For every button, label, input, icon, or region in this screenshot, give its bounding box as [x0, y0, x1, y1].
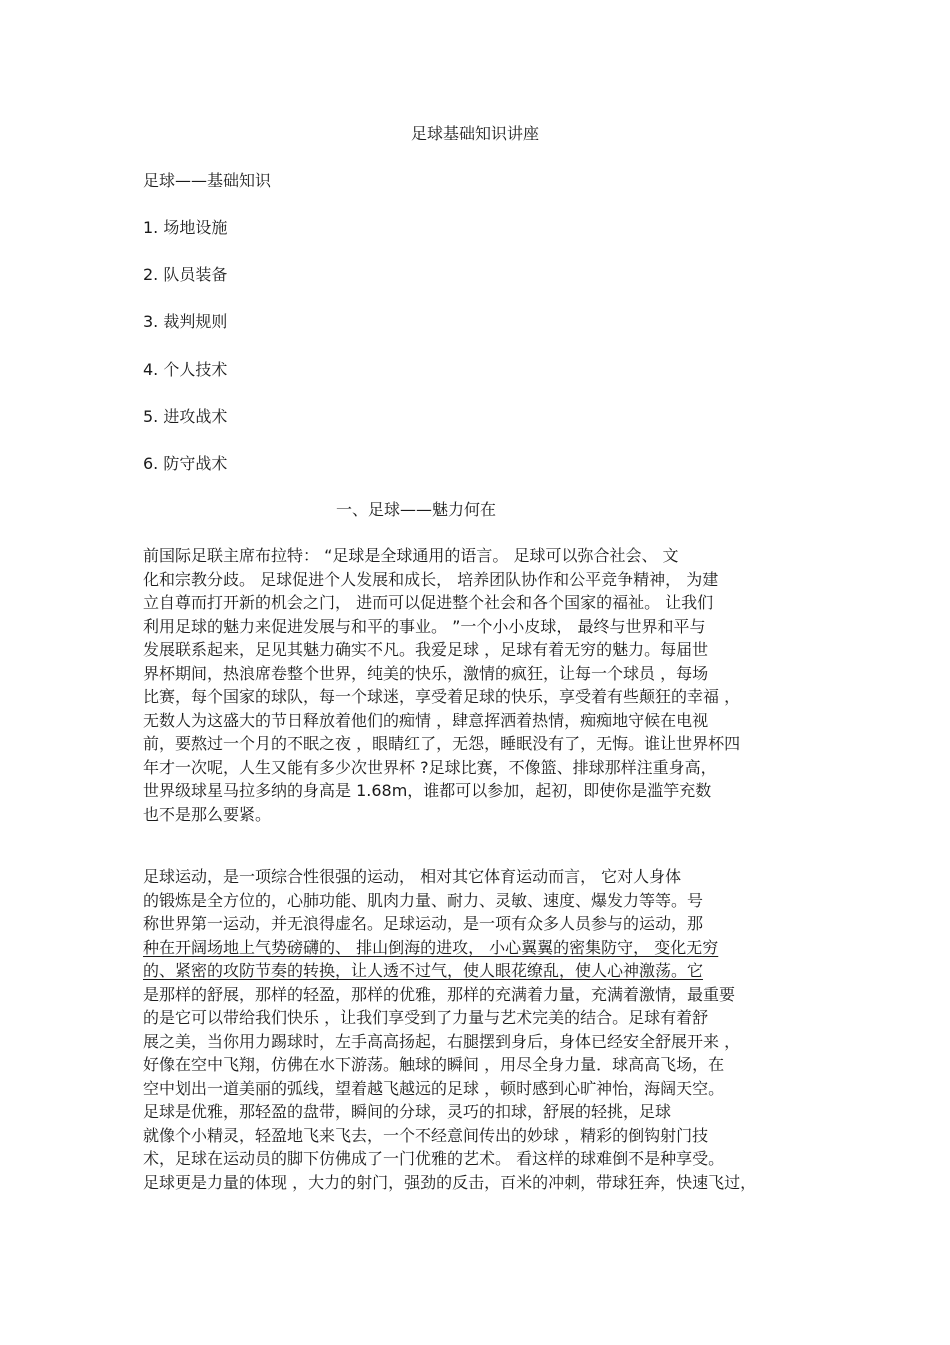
document-title: 足球基础知识讲座 — [410, 124, 539, 143]
toc-item-4: 4. 个人技术 — [143, 360, 228, 379]
text-line-underlined: 种在开阔场地上气势磅礴的、 排山倒海的进攻， 小心翼翼的密集防守， 变化无穷 — [143, 937, 719, 957]
text-line-underlined: 的、紧密的攻防节奏的转换，让人透不过气，使人眼花缭乱，使人心神激荡。它 — [143, 961, 704, 980]
text-line: 世界级球星马拉多纳的身高是 1.68m，谁都可以参加，起初，即使你是滥竽充数 — [143, 781, 712, 800]
text-line: 界杯期间，热浪席卷整个世界，纯美的快乐，激情的疯狂，让每一个球员 ，每场 — [143, 663, 709, 683]
text-line: 化和宗教分歧。 足球促进个人发展和成长， 培养团队协作和公平竞争精神， 为建 — [143, 569, 719, 589]
text-line: 足球运动，是一项综合性很强的运动， 相对其它体育运动而言， 它对人身体 — [143, 867, 682, 886]
text-line: 年才一次呢，人生又能有多少次世界杯 ?足球比赛，不像篮、排球那样注重身高， — [143, 757, 717, 777]
section-heading: 足球——基础知识 — [143, 171, 272, 190]
text-line: 前，要熬过一个月的不眠之夜 ，眼睛红了，无怨，睡眠没有了，无悔。谁让世界杯四 — [143, 734, 741, 753]
text-line: 足球是优雅，那轻盈的盘带，瞬间的分球，灵巧的扣球，舒展的轻挑，足球 — [143, 1102, 672, 1121]
paragraph-charm — [143, 544, 815, 826]
text-line: 就像个小精灵，轻盈地飞来飞去，一个不经意间传出的妙球 ，精彩的倒钩射门技 — [143, 1125, 709, 1145]
text-line: 术，足球在运动员的脚下仿佛成了一门优雅的艺术。 看这样的球难倒不是种享受。 — [143, 1149, 725, 1168]
text-line: 立自尊而打开新的机会之门， 进而可以促进整个社会和各个国家的福祉。 让我们 — [143, 593, 714, 612]
text-line: 无数人为这盛大的节日释放着他们的痴情 ，肆意挥洒着热情，痴痴地守候在电视 — [143, 710, 709, 730]
text-line: 空中划出一道美丽的弧线，望着越飞越远的足球 ，顿时感到心旷神怡，海阔天空。 — [143, 1078, 725, 1098]
text-line: 前国际足联主席布拉特： “足球是全球通用的语言。 足球可以弥合社会、 文 — [143, 546, 679, 565]
text-line: 的是它可以带给我们快乐 ，让我们享受到了力量与艺术完美的结合。足球有着舒 — [143, 1008, 709, 1027]
text-line: 好像在空中飞翔，仿佛在水下游荡。触球的瞬间 ，用尽全身力量．球高高飞场，在 — [143, 1055, 725, 1074]
text-line: 的锻炼是全方位的，心肺功能、肌肉力量、耐力、灵敏、速度、爆发力等等。号 — [143, 890, 704, 910]
toc-item-2: 2. 队员装备 — [143, 265, 228, 284]
toc-item-5: 5. 进攻战术 — [143, 407, 228, 426]
text-line: 展之美，当你用力踢球时，左手高高扬起，右腿摆到身后，身体已经安全舒展开来 ， — [143, 1031, 741, 1051]
text-line: 发展联系起来，足见其魅力确实不凡。我爱足球 ，足球有着无穷的魅力。每届世 — [143, 640, 709, 659]
text-line: 称世界第一运动，并无浪得虚名。足球运动，是一项有众多人员参与的运动，那 — [143, 914, 704, 933]
text-line: 比赛，每个国家的球队，每一个球迷，享受着足球的快乐，享受着有些颠狂的幸福 ， — [143, 687, 741, 706]
paragraph-sport — [143, 865, 815, 1194]
text-line: 也不是那么要紧。 — [143, 804, 272, 824]
chapter-title: 一、足球——魅力何在 — [336, 500, 497, 519]
toc-item-1: 1. 场地设施 — [143, 218, 228, 237]
text-line: 利用足球的魅力来促进发展与和平的事业。 ”一个小小皮球， 最终与世界和平与 — [143, 616, 706, 636]
toc-item-6: 6. 防守战术 — [143, 454, 228, 473]
text-line: 是那样的舒展，那样的轻盈，那样的优雅，那样的充满着力量，充满着激情，最重要 — [143, 984, 736, 1004]
toc-item-3: 3. 裁判规则 — [143, 312, 228, 331]
text-line: 足球更是力量的体现 ，大力的射门，强劲的反击，百米的冲刺，带球狂奔，快速飞过， — [143, 1172, 757, 1192]
